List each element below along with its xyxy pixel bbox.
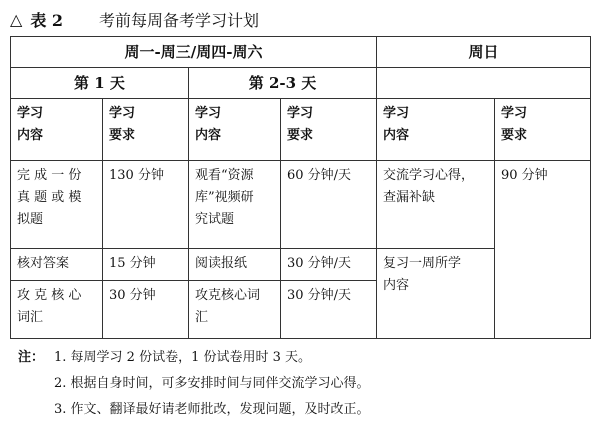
table-cell: 完 成 一 份 真 题 或 模 拟题	[11, 161, 103, 249]
table-notes	[18, 345, 370, 423]
col-header: 学习 要求	[103, 99, 189, 161]
table-cell: 攻克核心词 汇	[189, 281, 281, 339]
note-item: 1. 每周学习 2 份试卷，1 份试卷用时 3 天。	[54, 350, 312, 365]
table-cell: 观看“资源 库”视频研 究试题	[189, 161, 281, 249]
table-cell: 130 分钟	[103, 161, 189, 249]
note-line	[18, 397, 370, 423]
table-caption	[6, 4, 259, 34]
table-cell: 攻 克 核 心 词汇	[11, 281, 103, 339]
triangle-icon: △	[10, 9, 23, 29]
table-cell: 核对答案	[11, 249, 103, 281]
table-cell: 60 分钟/天	[281, 161, 377, 249]
col-header: 学习 内容	[377, 99, 495, 161]
table-cell: 复习一周所学 内容	[377, 249, 495, 339]
table-cell: 交流学习心得， 查漏补缺	[377, 161, 495, 249]
table-cell: 30 分钟/天	[281, 281, 377, 339]
note-item: 3. 作文、翻译最好请老师批改，发现问题，及时改正。	[54, 402, 370, 417]
study-plan-table	[10, 36, 591, 339]
note-line	[18, 371, 370, 397]
table-row	[11, 37, 591, 68]
table-cell: 30 分钟	[103, 281, 189, 339]
day-header-2-3: 第 2-3 天	[189, 68, 377, 99]
table-cell: 15 分钟	[103, 249, 189, 281]
table-cell: 阅读报纸	[189, 249, 281, 281]
col-header: 学习 内容	[11, 99, 103, 161]
table-row	[11, 99, 591, 161]
col-header: 学习 要求	[495, 99, 591, 161]
table-row	[11, 161, 591, 249]
table-cell: 30 分钟/天	[281, 249, 377, 281]
col-header: 学习 内容	[189, 99, 281, 161]
day-header-sunday	[377, 68, 591, 99]
col-header: 学习 要求	[281, 99, 377, 161]
group-header-sunday: 周日	[377, 37, 591, 68]
table-row	[11, 68, 591, 99]
table-cell: 90 分钟	[495, 161, 591, 339]
note-item: 2. 根据自身时间，可多安排时间与同伴交流学习心得。	[54, 376, 370, 391]
table-number: 表 2	[30, 10, 64, 30]
notes-lead: 注：	[18, 350, 45, 365]
note-line	[18, 345, 370, 371]
group-header-weekdays: 周一-周三/周四-周六	[11, 37, 377, 68]
day-header-1: 第 1 天	[11, 68, 189, 99]
table-title: 考前每周备考学习计划	[99, 10, 260, 30]
